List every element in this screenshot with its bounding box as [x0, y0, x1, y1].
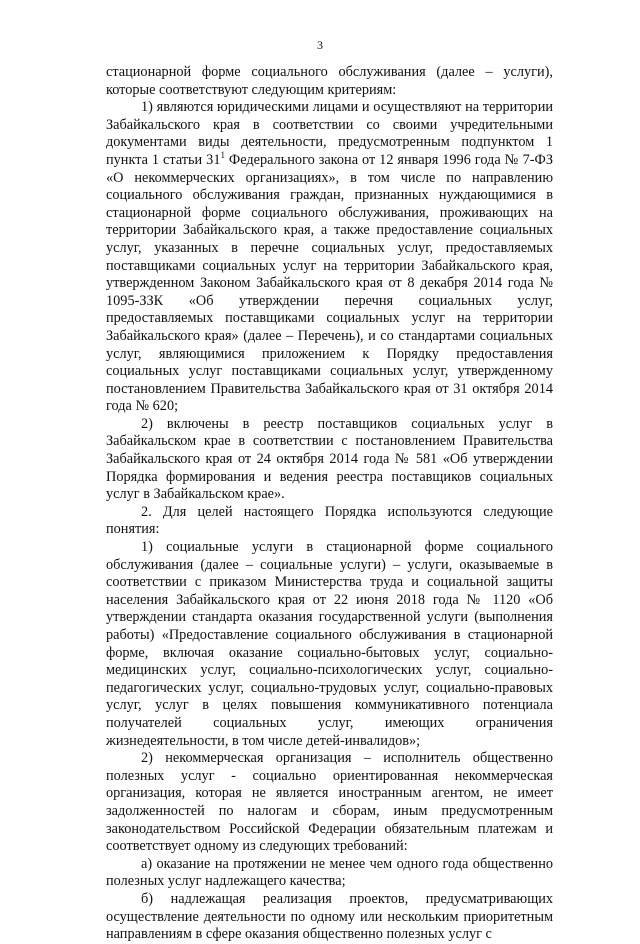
footnote-superscript: 1	[220, 150, 225, 161]
paragraph-criteria-intro: стационарной форме социального обслуживания (далее – услуги), которые соответствуют следующим критериям:	[106, 64, 553, 98]
paragraph-definition-1: 1) социальные услуги в стационарной форме социального обслуживания (далее – социальные услуги) – услуги, оказываемые в соответствии с приказом Министерства труда и социальной защиты населения Забайкальского края от 22 июня 2018 года № 1120 «Об утверждении стандарта оказания государственной услуги (выполнения работы) «Предоставление социального обслуживания в стационарной форме, включая оказание социально-бытовых услуг, социально-медицинских услуг, социально-психологических услуг, социально-педагогических услуг, социально-трудовых услуг, социально-правовых услуг, услуг в целях повышения коммуникативного потенциала получателей социальных услуг, имеющих ограничения жизнедеятельности, в том числе детей-инвалидов»;	[106, 539, 553, 749]
paragraph-definitions-intro: 2. Для целей настоящего Порядка используются следующие понятия:	[106, 503, 553, 538]
page-number: 3	[317, 38, 323, 52]
paragraph-criterion-1-text-b: Федерального закона от 12 января 1996 года № 7-ФЗ «О некоммерческих организациях», в том числе по направлению социального обслуживания граждан, признанных нуждающимися в стационарной форме социального обслуживания, проживающих на территории Забайкальского края, а также предоставление социальных услуг, указанных в перечне социальных услуг, предоставляемых поставщиками социальных услуг на территории Забайкальского края, утвержденном Законом Забайкальского края от 8 декабря 2014 года № 1095-ЗЗК «Об утверждении перечня социальных услуг, предоставляемых поставщиками социальных услуг на территории Забайкальского края» (далее – Перечень), и со стандартами социальных услуг, являющимися приложением к Порядку предоставления социальных услуг поставщиками социальных услуг, утвержденному постановлением Правительства Забайкальского края от 31 октября 2014 года № 620;	[106, 151, 553, 415]
paragraph-requirement-b: б) надлежащая реализация проектов, предусматривающих осуществление деятельности по одному или нескольким приоритетным направлениям в сфере оказания общественно полезных услуг с	[106, 890, 553, 943]
paragraph-definition-2: 2) некоммерческая организация – исполнитель общественно полезных услуг - социально ориентированная некоммерческая организация, которая не является иностранным агентом, не имеет задолженностей по налогам и сборам, иным предусмотренным законодательством Российской Федерации обязательным платежам и соответствует одному из следующих требований:	[106, 750, 553, 855]
paragraph-criterion-2: 2) включены в реестр поставщиков социальных услуг в Забайкальском крае в соответствии с постановлением Правительства Забайкальского края от 24 октября 2014 года № 581 «Об утверждении Порядка формирования и ведения реестра поставщиков социальных услуг в Забайкальском крае».	[106, 415, 553, 503]
paragraph-criterion-1	[106, 99, 553, 416]
document-body	[106, 64, 553, 944]
paragraph-requirement-a: а) оказание на протяжении не менее чем одного года общественно полезных услуг надлежащего качества;	[106, 855, 553, 890]
paragraph-criterion-1-text-a: 1) являются юридическими лицами и осуществляют на территории Забайкальского края в соответствии со своими учредительными документами виды деятельности, предусмотренным подпунктом 1 пункта 1 статьи 31	[106, 99, 553, 168]
